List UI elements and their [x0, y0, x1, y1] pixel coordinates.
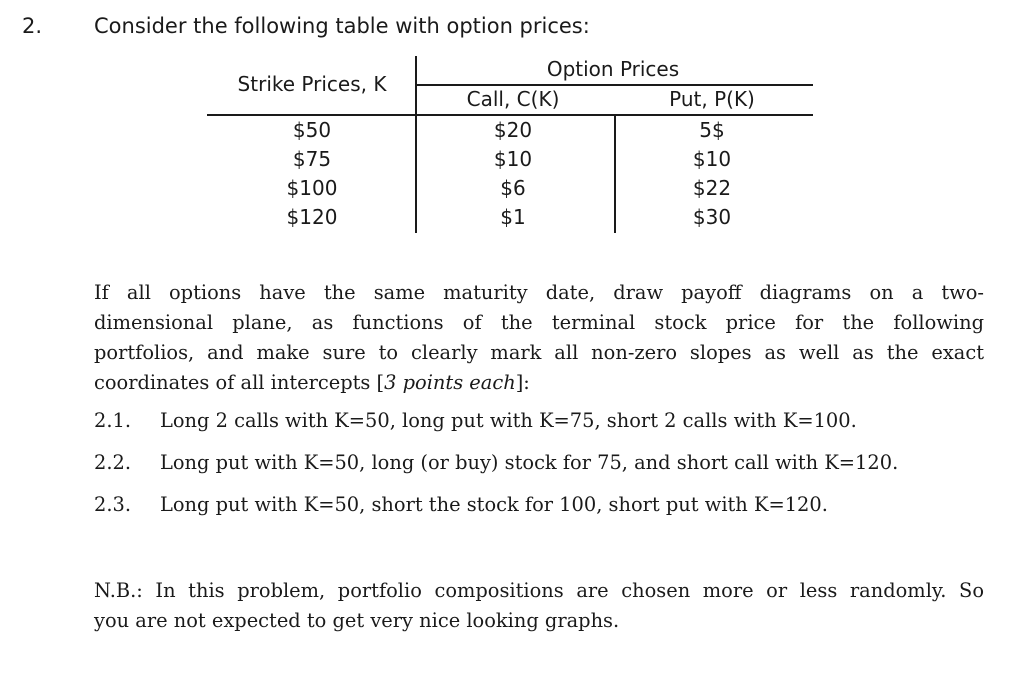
- strike-cell: $75: [292, 147, 332, 171]
- item-text: Long put with K=50, short the stock for 100, short put with K=120.: [160, 493, 828, 516]
- put-cell: $10: [692, 147, 732, 171]
- table-group-underline: [415, 84, 813, 86]
- item-number: 2.3.: [94, 493, 132, 516]
- note-line: you are not expected to get very nice looking graphs.: [94, 609, 620, 632]
- put-cell: $30: [692, 205, 732, 229]
- call-cell: $20: [493, 118, 533, 142]
- strike-header: Strike Prices, K: [237, 72, 387, 96]
- instructions-line: [94, 368, 984, 398]
- instructions-line: dimensional plane, as functions of the terminal stock price for the following: [94, 311, 984, 334]
- points-note: 3 points each: [384, 371, 516, 394]
- table-inner-divider: [614, 115, 616, 233]
- question-intro: Consider the following table with option prices:: [94, 14, 590, 38]
- call-header: Call, C(K): [466, 87, 560, 111]
- instructions-line: If all options have the same maturity date, draw payoff diagrams on a two-: [94, 281, 984, 304]
- call-cell: $1: [500, 205, 526, 229]
- portfolio-item: [94, 493, 828, 516]
- call-cell: $6: [500, 176, 526, 200]
- put-cell: 5$: [699, 118, 725, 142]
- option-prices-header: Option Prices: [546, 57, 680, 81]
- table-header-rule: [207, 114, 813, 116]
- put-cell: $22: [692, 176, 732, 200]
- call-cell: $10: [493, 147, 533, 171]
- instructions-text: coordinates of all intercepts [: [94, 371, 385, 394]
- strike-cell: $100: [286, 176, 338, 200]
- item-number: 2.2.: [94, 451, 132, 474]
- portfolio-item: [94, 451, 898, 474]
- instructions-paragraph: [94, 278, 984, 398]
- item-text: Long put with K=50, long (or buy) stock for 75, and short call with K=120.: [160, 451, 899, 474]
- strike-cell: $120: [286, 205, 338, 229]
- item-text: Long 2 calls with K=50, long put with K=75, short 2 calls with K=100.: [160, 409, 857, 432]
- table-vertical-divider: [415, 56, 417, 233]
- instructions-line: portfolios, and make sure to clearly mark all non-zero slopes as well as the exact: [94, 341, 984, 364]
- instructions-text: ]:: [515, 371, 530, 394]
- question-number: 2.: [22, 14, 43, 38]
- note-paragraph: [94, 576, 984, 636]
- strike-cell: $50: [292, 118, 332, 142]
- portfolio-item: [94, 409, 857, 432]
- note-line: N.B.: In this problem, portfolio compositions are chosen more or less randomly. So: [94, 579, 984, 602]
- item-number: 2.1.: [94, 409, 132, 432]
- put-header: Put, P(K): [669, 87, 755, 111]
